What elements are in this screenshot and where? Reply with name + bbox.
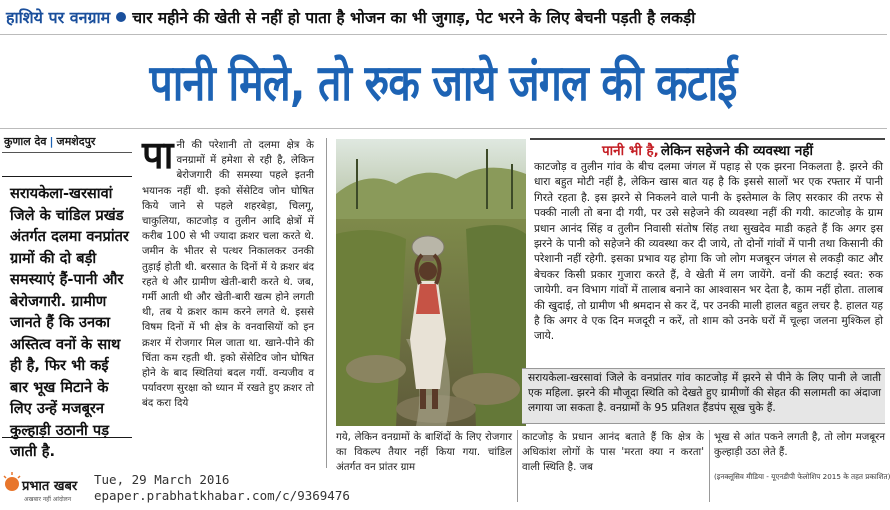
logo-text: प्रभात खबर	[22, 479, 78, 494]
article-column-1	[142, 133, 314, 443]
section-tag: हाशिये पर वनग्राम	[6, 8, 111, 27]
article-column-2: गये, लेकिन वनग्रामों के बाशिंदों के लिए रोजगार का विकल्प तैयार नहीं किया गया. चांडिल अंतर्गत वन प्रांतर ग्राम	[336, 432, 512, 474]
fellowship-credit: (इनक्लूसिव मीडिया - यूएनडीपी फेलोशिप 2015 के तहत प्रकाशित)	[714, 472, 890, 481]
headline-text: पानी मिले, तो रुक जाये जंगल की कटाई	[149, 54, 738, 112]
kicker-line	[0, 0, 887, 34]
sun-logo-icon	[2, 470, 88, 506]
kicker-subtitle: चार महीने की खेती से नहीं हो पाता है भोजन का भी जुगाड़, पेट भरने के लिए बेचनी पड़ती है लकड़ी	[132, 9, 696, 27]
logo-tagline: अखबार नहीं आंदोलन	[24, 496, 72, 503]
footer-date: Tue, 29 March 2016	[94, 472, 230, 487]
footer-url[interactable]: epaper.prabhatkhabar.com/c/9369476	[94, 488, 350, 503]
article-photo	[336, 139, 526, 426]
woman-at-spring-photo-icon	[336, 139, 526, 426]
summary-box: सरायकेला-खरसावां जिले के चांडिल प्रखंड अंतर्गत दलमा वनप्रांतर ग्रामों की दो बड़ी समस्याएं हैं-पानी और बेरोजगारी. ग्रामीण जानते हैं कि उनका अस्तित्व वनों के साथ ही है, फिर भी कई बार भूख मिटाने के लिए उन्हें मजबूरन कुल्हाड़ी उठानी पड़ जाती है.	[2, 176, 132, 438]
photo-caption: सरायकेला-खरसावां जिले के वनप्रांतर गांव काटजोड़ में झरने से पीने के लिए पानी ले जाती एक महिला. झरने की मौजूदा स्थिति को देखते हुए ग्रामीणों की सेहत की सलामती का अंदाजा लगाया जा सकता है. वनग्रामों के 95 प्रतिशत हैंडपंप सूख चुके हैं.	[522, 368, 885, 424]
prabhat-khabar-logo	[2, 470, 88, 506]
dropcap: पा	[142, 133, 174, 177]
box-heading-black: लेकिन सहेजने की व्यवस्था नहीं	[660, 143, 814, 159]
box-body: काटजोड़ व तुलीन गांव के बीच दलमा जंगल में पहाड़ से एक झरना निकलता है. झरने की धारा बहुत मोटी नहीं है, लेकिन खास बात यह है कि इससे सालों भर एक रफ्तार में पानी गिरते रहता है. इस झरने से निकलने वाले पानी के इस्तेमाल के लिए सरकार की तरफ से पक्की नाली तो बना दी गयी, पर उसे सहेजने की व्यवस्था नहीं की गयी. काटजोड़ के ग्राम प्रधान आनंद सिंह व तुलीन निवासी संतोष सिंह तथा सुखदेव माडी कहते हैं कि अगर इस झरने के पानी को सहेजने की व्यवस्था कर दी जाये, तो दोनों गांवों में पानी तथा किसानी की परेशानी नहीं रहेगी. इसका प्रभाव यह होगा कि जो लोग मजबूरन जंगल से लकड़ी काट और बेचकर किसी प्रकार गुजारा करते हैं, वे खेती में लग जायेंगे. वनों की कटाई स्वत: रुक जायेगी. वन विभाग गांवों में तालाब बनाने का आश्वासन भर देता है, काम नहीं होता. तालाब की खुदाई, तो ग्रामीण भी श्रमदान से कर दें, पर उनकी माली हालत बहुत लचर है. हालत यह है कि अगर वे एक दिन मजदूरी न करें, तो शाम को उनके घरों में चूल्हा जलना मुश्किल हो जाये.	[534, 161, 883, 343]
byline-separator: |	[49, 135, 54, 148]
bullet-dot	[116, 12, 126, 22]
box-heading	[530, 138, 885, 160]
article-column-3: काटजोड़ के प्रधान आनंद बताते हैं कि क्षेत्र के अधिकांश लोगों के पास 'मरता क्या न करता' वाली स्थिति है. जब	[522, 432, 704, 474]
byline-place: जमशेदपुर	[56, 135, 96, 148]
headline	[0, 38, 887, 124]
box-heading-red: पानी भी है,	[601, 143, 659, 159]
byline-author: कुणाल देव	[4, 135, 47, 148]
byline	[0, 134, 140, 154]
article-column-4: भूख से आंत पकने लगती है, तो लोग मजबूरन कुल्हाड़ी उठा लेते हैं.	[714, 432, 885, 459]
article-column-1-text: नी की परेशानी तो दलमा क्षेत्र के वनग्रामों में हमेशा से रही है, लेकिन बेरोजगारी की समस्या पहले इतनी भयानक नहीं थी. इको सेंसेटिव जोन घोषित किये जाने से पहले शहरबेड़ा, चिलगू, चाकुलिया, काटजोड़ व तुलीन आदि क्षेत्रों में करीब 100 से भी ज्यादा क्रशर चला करते थे. जमीन के भीतर से पत्थर निकालकर उनकी तुड़ाई होती थी. बरसात के दिनों में ये क्रशर बंद रहते थे और ग्रामीण खेती-बारी करते थे. जब, गर्मी आती थी और खेती-बारी खत्म होने लगती थी, तब ये क्रशर काम करने लगते थे. इससे विषम दिनों में भी क्षेत्र के वनवासियों को इन क्रशर में रोजगार मिल जाता था. खाने-पीने की चिंता कम रहती थी. इको सेंसेटिव जोन घोषित होने के बाद स्थितियां बदल गयीं. वन्यजीव व पर्यावरण सुरक्षा को ध्यान में रखते हुए क्रशर तो बंद करा दिये	[142, 140, 314, 410]
